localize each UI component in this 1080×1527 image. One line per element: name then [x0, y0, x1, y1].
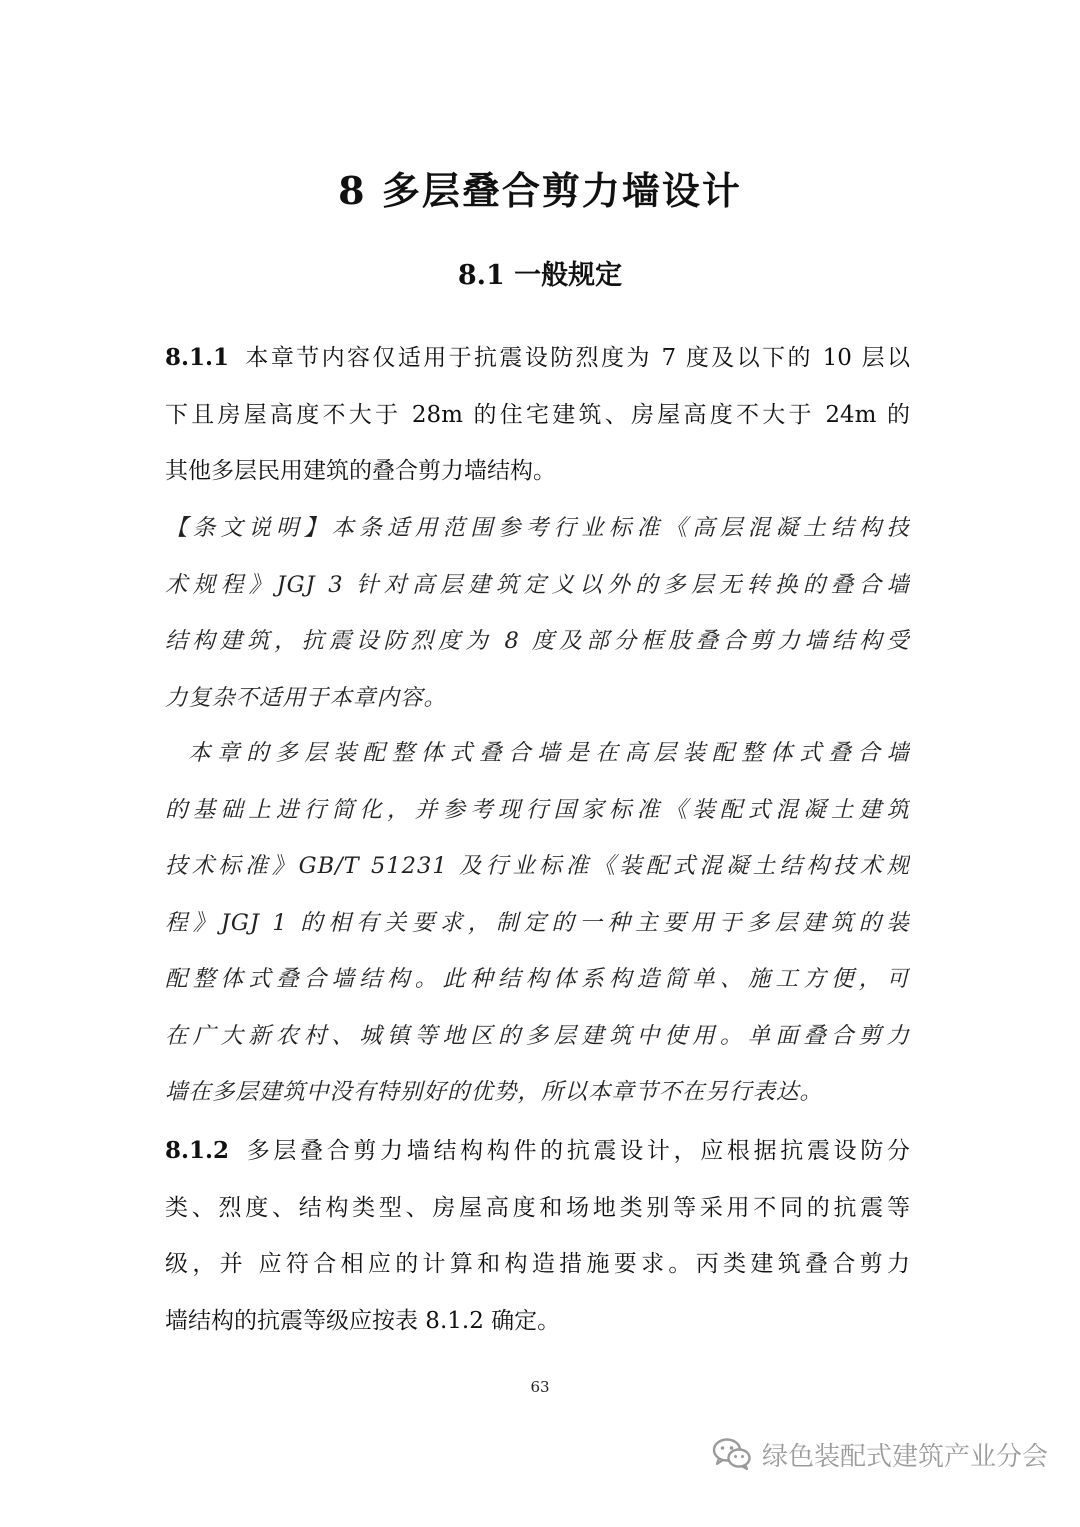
clause-number: 8.1.2: [165, 1137, 230, 1164]
note-line: 本章的多层装配整体式叠合墙是在高层装配整体式叠合墙: [188, 740, 910, 766]
note-line: 程》JGJ 1 的相有关要求，制定的一种主要用于多层建筑的装: [165, 909, 910, 936]
note-line: 在广大新农村、城镇等地区的多层建筑中使用。单面叠合剪力: [165, 1022, 910, 1049]
clause-line: 8.1.1 本章节内容仅适用于抗震设防烈度为 7 度及以下的 10 层以: [165, 344, 910, 371]
note-line: 结构建筑，抗震设防烈度为 8 度及部分框肢叠合剪力墙结构受: [165, 628, 910, 654]
note-line: 术规程》JGJ 3 针对高层建筑定义以外的多层无转换的叠合墙: [165, 571, 910, 598]
wechat-icon: [712, 1437, 752, 1471]
section-title: 8.1 一般规定: [457, 260, 623, 291]
clause-explanation-8-1-1: [165, 500, 910, 726]
clause-8-1-1: [165, 330, 910, 500]
watermark: [712, 1432, 1048, 1476]
clause-explanation-paragraph-2: [165, 725, 910, 1121]
note-line: 墙在多层建筑中没有特别好的优势，所以本章节不在另行表达。: [165, 1079, 824, 1105]
note-line: 的基础上进行简化，并参考现行国家标准《装配式混凝土建筑: [165, 796, 910, 823]
clause-8-1-2: [165, 1123, 910, 1349]
note-line: 【条文说明】本条适用范围参考行业标准《高层混凝土结构技: [165, 515, 910, 541]
page-number: 63: [530, 1378, 550, 1396]
chapter-title: 8 多层叠合剪力墙设计: [338, 168, 742, 213]
clause-line: 级，并 应符合相应的计算和构造措施要求。丙类建筑叠合剪力: [165, 1251, 910, 1277]
note-label: 【条文说明】: [165, 515, 332, 541]
clause-line: 8.1.2 多层叠合剪力墙结构构件的抗震设计，应根据抗震设防分: [165, 1137, 910, 1164]
clause-number: 8.1.1: [165, 344, 230, 371]
clause-line: 墙结构的抗震等级应按表 8.1.2 确定。: [165, 1307, 561, 1334]
watermark-text: 绿色装配式建筑产业分会: [761, 1441, 1048, 1472]
clause-line: 其他多层民用建筑的叠合剪力墙结构。: [165, 458, 556, 484]
note-line: 技术标准》GB/T 51231 及行业标准《装配式混凝土结构技术规: [165, 853, 910, 879]
note-line: 力复杂不适用于本章内容。: [165, 684, 448, 711]
clause-line: 类、烈度、结构类型、房屋高度和场地类别等采用不同的抗震等: [165, 1194, 910, 1221]
clause-line: 下且房屋高度不大于 28m 的住宅建筑、房屋高度不大于 24m 的: [165, 401, 910, 428]
note-line: 配整体式叠合墙结构。此种结构体系构造简单、施工方便，可: [165, 966, 910, 992]
